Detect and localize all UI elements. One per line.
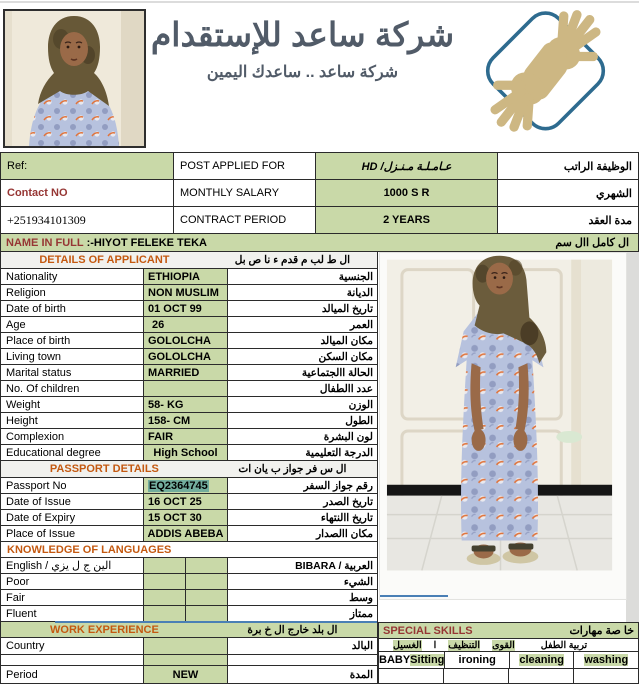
special-skills-table [378, 622, 639, 684]
row-arabic: الديانة [346, 286, 373, 299]
row-label: Fair [1, 590, 144, 605]
post-applied-value: عـامـلـة مـنـزل/ HD [316, 153, 498, 179]
row-value [144, 478, 228, 493]
skill-ironing [445, 652, 510, 668]
passport-section-header [0, 461, 378, 478]
detail-row-place-of-birth [0, 333, 378, 349]
skill-arabic-washing: الغسيل [393, 639, 422, 651]
language-level-cell [186, 574, 228, 589]
row-arabic: تاريخ الميالد [321, 302, 373, 315]
row-label: Height [1, 413, 144, 428]
detail-row-living-town [0, 349, 378, 365]
blue-divider-line [380, 595, 448, 597]
language-level-cell [144, 574, 186, 589]
row-arabic: الجنسية [338, 270, 373, 283]
skill-washing [574, 652, 638, 668]
row-arabic: مكان الميالد [320, 334, 373, 347]
info-row-salary [0, 179, 639, 206]
passport-number-highlight: EQ2364745 [149, 479, 208, 492]
application-info-table [0, 152, 639, 233]
row-arabic: الحالة االجتماعية [301, 366, 373, 379]
row-label: Place of Issue [1, 526, 144, 541]
name-in-full-label: NAME IN FULL [6, 236, 84, 249]
row-arabic [228, 655, 377, 665]
empty-cell [509, 669, 574, 683]
row-arabic: الشيء [343, 575, 373, 588]
work-row-period [0, 666, 378, 684]
detail-row-religion [0, 285, 378, 301]
row-label: Date of Expiry [1, 510, 144, 525]
headshot-illustration [5, 11, 144, 146]
language-row-fluent [0, 606, 378, 622]
passport-row-number [0, 478, 378, 494]
row-label: English / الين ج ل يزي [1, 558, 144, 573]
row-arabic: BIBARA / العربية [295, 559, 373, 572]
row-label: Living town [1, 349, 144, 364]
contract-period-arabic: مدة العقد [588, 214, 632, 227]
row-arabic: مكان االصدار [316, 527, 373, 540]
row-arabic: لون البشرة [323, 430, 373, 443]
applicant-fullbody-photo [380, 253, 626, 599]
skills-arabic-row [378, 639, 639, 652]
row-label: Passport No [1, 478, 144, 493]
applicant-fullbody-photo-cell [378, 252, 639, 622]
language-level-cell [144, 590, 186, 605]
contract-period-label: CONTRACT PERIOD [174, 207, 316, 233]
monthly-salary-arabic: الشهري [596, 187, 632, 200]
row-value: High School [144, 445, 228, 460]
detail-row-weight [0, 397, 378, 413]
row-value: GOLOLCHA [144, 349, 228, 364]
row-label: Period [1, 666, 144, 683]
row-arabic: البالد [351, 640, 373, 652]
two-hands-diamond-icon [455, 2, 635, 148]
company-header [150, 16, 455, 82]
details-header-arabic: ال ط لب م قدم ء نا ص بل [234, 254, 351, 266]
passport-row-issue-date [0, 494, 378, 510]
row-label: Nationality [1, 269, 144, 284]
skills-header-arabic: خا صة مهارات [569, 625, 634, 637]
skill-highlight: washing [584, 654, 629, 666]
row-label [1, 655, 144, 665]
contact-phone-number: +251934101309 [1, 207, 174, 233]
detail-row-age [0, 317, 378, 333]
detail-row-education [0, 445, 378, 461]
passport-header-en: PASSPORT DETAILS [49, 463, 159, 475]
applicant-full-name: :-HIYOT FELEKE TEKA [86, 236, 207, 249]
skill-cleaning [510, 652, 575, 668]
language-level-cell [186, 606, 228, 621]
row-arabic: مكان السكن [318, 350, 373, 363]
detail-row-height [0, 413, 378, 429]
language-level-cell [144, 606, 186, 621]
row-value: ETHIOPIA [144, 269, 228, 284]
empty-cell [379, 669, 444, 683]
skills-empty-row [378, 669, 639, 684]
row-label: No. Of children [1, 381, 144, 396]
row-arabic: الوزن [348, 398, 373, 411]
skill-highlight: cleaning [519, 654, 564, 666]
passport-row-place-of-issue [0, 526, 378, 542]
skill-arabic-ironing: القوى [492, 639, 515, 651]
work-header-en: WORK EXPERIENCE [50, 623, 159, 636]
row-arabic: العمر [349, 318, 373, 331]
name-in-full-arabic: ال كامل اال سم [555, 237, 629, 249]
row-arabic: تاريخ الصدر [323, 495, 373, 508]
passport-header-arabic: ال س فر جواز ب يان ات [238, 463, 347, 475]
row-label: Fluent [1, 606, 144, 621]
detail-row-complexion [0, 429, 378, 445]
languages-section-header [0, 542, 378, 558]
blue-divider-line [55, 621, 377, 623]
row-value: NON MUSLIM [144, 285, 228, 300]
applicant-details-panel [0, 252, 378, 684]
skill-arabic-babysitting: تربية الطفل [540, 639, 588, 651]
row-value: MARRIED [144, 365, 228, 380]
company-logo [455, 2, 635, 148]
empty-cell [574, 669, 638, 683]
skill-arabic-letter: ا [433, 639, 437, 651]
row-value: 58- KG [144, 397, 228, 412]
fullbody-illustration [380, 253, 626, 599]
row-label: Complexion [1, 429, 144, 444]
language-row-fair [0, 590, 378, 606]
row-label: Date of birth [1, 301, 144, 316]
skill-text: BABY [379, 654, 411, 666]
row-value [144, 655, 228, 665]
row-label: Marital status [1, 365, 144, 380]
row-value: FAIR [144, 429, 228, 444]
contract-period-value: 2 YEARS [316, 207, 498, 233]
post-applied-arabic: الوظيفة الراتب [563, 160, 632, 173]
row-value: 158- CM [144, 413, 228, 428]
skill-text: ironing [458, 654, 496, 666]
row-label: Country [1, 638, 144, 654]
row-label: Educational degree [1, 445, 144, 460]
row-value [144, 381, 228, 396]
company-title-arabic: شركة ساعد للإستقدام [150, 16, 455, 53]
monthly-salary-label: MONTHLY SALARY [174, 180, 316, 206]
full-name-row [0, 233, 639, 252]
row-value: NEW [144, 666, 228, 683]
row-arabic: تاريخ االنتهاء [320, 511, 373, 524]
row-label: Age [1, 317, 144, 332]
skills-header-en: SPECIAL SKILLS [383, 624, 473, 637]
row-value: 15 OCT 30 [144, 510, 228, 525]
details-header-en: DETAILS OF APPLICANT [39, 254, 170, 266]
details-section-header [0, 252, 378, 269]
languages-header-en: KNOWLEDGE OF LANGUAGES [7, 543, 172, 556]
info-row-contract [0, 206, 639, 233]
language-level-cell [186, 590, 228, 605]
work-row-country [0, 638, 378, 655]
applicant-headshot-photo [3, 9, 146, 148]
skills-section-header [378, 622, 639, 639]
detail-row-children [0, 381, 378, 397]
row-arabic: المدة [349, 668, 373, 681]
row-label: Place of birth [1, 333, 144, 348]
row-arabic: الدرجة التعليمية [305, 446, 373, 459]
photo-cell-gray-strip [626, 252, 639, 622]
row-label: Date of Issue [1, 494, 144, 509]
row-label: Religion [1, 285, 144, 300]
work-header-arabic: ال بلد خارج ال خ برة [247, 623, 338, 636]
skill-baby-sitting [379, 652, 445, 668]
skill-arabic-cleaning: التنظيف [448, 639, 481, 651]
row-value: 26 [144, 317, 228, 332]
detail-row-date-of-birth [0, 301, 378, 317]
company-slogan-arabic: شركة ساعد .. ساعدك اليمين [206, 63, 399, 81]
ref-label: Ref: [1, 153, 174, 179]
row-arabic: وسط [349, 591, 373, 604]
row-arabic: ممتاز [349, 607, 373, 620]
monthly-salary-value: 1000 S R [316, 180, 498, 206]
passport-row-expiry-date [0, 510, 378, 526]
info-row-post [0, 152, 639, 179]
row-value: GOLOLCHA [144, 333, 228, 348]
detail-row-nationality [0, 269, 378, 285]
row-label: Weight [1, 397, 144, 412]
language-level-cell [186, 558, 228, 573]
row-value [144, 638, 228, 654]
work-row-empty [0, 655, 378, 666]
language-row-english [0, 558, 378, 574]
row-arabic: الطول [345, 414, 373, 427]
skills-english-row [378, 652, 639, 669]
contact-no-label: Contact NO [1, 180, 174, 206]
row-label: Poor [1, 574, 144, 589]
row-value: ADDIS ABEBA [144, 526, 228, 541]
row-value: 01 OCT 99 [144, 301, 228, 316]
skill-highlight: Sitting [410, 654, 445, 666]
work-section-header [0, 622, 378, 638]
language-level-cell [144, 558, 186, 573]
detail-row-marital-status [0, 365, 378, 381]
row-value: 16 OCT 25 [144, 494, 228, 509]
language-row-poor [0, 574, 378, 590]
row-arabic: عدد االطفال [319, 382, 373, 395]
empty-cell [444, 669, 509, 683]
post-applied-label: POST APPLIED FOR [174, 153, 316, 179]
row-arabic: رقم جواز السفر [303, 479, 373, 492]
